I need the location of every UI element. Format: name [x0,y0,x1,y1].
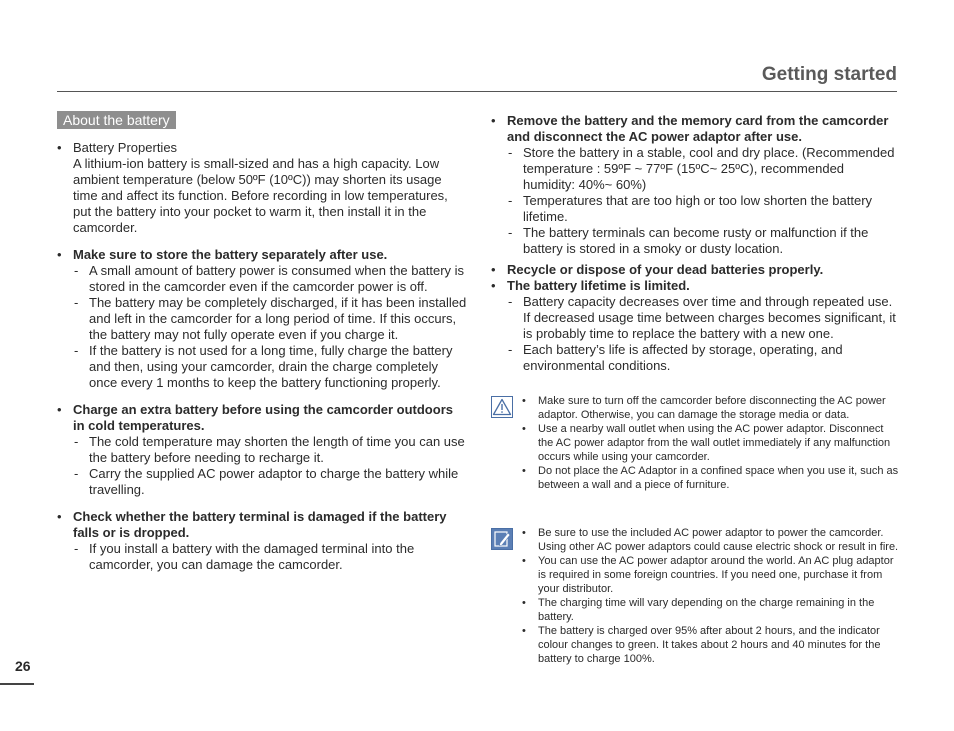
sub-item-text: Carry the supplied AC power adaptor to charge the battery while travelling. [89,466,459,497]
note-item [522,394,899,422]
bullet-icon: • [57,509,62,524]
page-number: 26 [15,658,31,674]
sub-item [507,294,899,342]
sub-item [507,145,899,193]
page-number-rule [0,683,34,685]
sub-item [507,342,899,374]
right-column [491,113,899,379]
sub-item-text: If you install a battery with the damaged terminal into the camcorder, you can damage the camcorder. [89,541,415,572]
list-item [57,140,467,236]
note-item-text: You can use the AC power adaptor around the world. An AC plug adaptor is required in some foreign countries. If you need one, purchase it from your distributor. [538,555,894,595]
warning-note [491,394,899,492]
item-heading: Charge an extra battery before using the camcorder outdoors in cold temperatures. [73,402,453,433]
sub-item [73,541,467,573]
note-item [522,596,899,624]
note-item-text: Make sure to turn off the camcorder before disconnecting the AC power adaptor. Otherwise, you can damage the storage media or data. [538,395,886,421]
dash-icon: - [508,145,513,160]
sub-item [73,343,467,391]
dash-icon: - [508,342,513,357]
bullet-icon: • [57,140,62,155]
dash-icon: - [74,295,79,310]
list-item [491,113,899,257]
bullet-icon: • [522,395,526,407]
note-item [522,624,899,666]
sub-item [507,225,899,257]
sub-item-text: Store the battery in a stable, cool and dry place. (Recommended temperature : 59ºF ~ 77ºF (15ºC~ 25ºC), recommended humidity: 40%~ 60%) [523,145,895,192]
sub-item-text: Each battery’s life is affected by storage, operating, and environmental conditions. [523,342,843,373]
warning-triangle-icon [491,396,513,418]
item-body: A lithium-ion battery is small-sized and has a high capacity. Low ambient temperature (below 50ºF (10ºC)) may shorten its usage time and affect its function. Before recording in low temperatures, put the battery into your pocket to warm it, then install it in the camcorder. [73,156,448,235]
note-item [522,526,899,554]
sub-item [73,295,467,343]
bullet-icon: • [522,555,526,567]
item-heading: The battery lifetime is limited. [507,278,690,293]
sub-item-text: A small amount of battery power is consumed when the battery is stored in the camcorder even if the camcorder power is off. [89,263,465,294]
info-list [491,526,899,666]
dash-icon: - [508,294,513,309]
bullet-icon: • [57,247,62,262]
sub-item [507,193,899,225]
bullet-icon: • [491,262,496,277]
note-item-text: Use a nearby wall outlet when using the AC power adaptor. Disconnect the AC power adaptor from the wall outlet immediately if any malfunction occurs while using your camcorder. [538,423,891,463]
dash-icon: - [508,193,513,208]
item-heading: Make sure to store the battery separately after use. [73,247,388,262]
item-heading: Check whether the battery terminal is damaged if the battery falls or is dropped. [73,509,447,540]
bullet-icon: • [491,113,496,128]
header-divider [57,91,897,92]
bullet-icon: • [522,625,526,637]
item-heading: Recycle or dispose of your dead batteries properly. [507,262,824,277]
list-item [57,402,467,498]
item-heading: Battery Properties [73,140,178,155]
list-item [57,509,467,573]
note-item-text: The charging time will vary depending on the charge remaining in the battery. [538,597,875,623]
bullet-icon: • [57,402,62,417]
sub-item-text: Battery capacity decreases over time and through repeated use. If decreased usage time between charges becomes significant, it is probably time to replace the battery with a new one. [523,294,896,341]
sub-item-text: The cold temperature may shorten the length of time you can use the battery before needing to recharge it. [89,434,465,465]
dash-icon: - [508,225,513,240]
sub-item-text: The battery may be completely discharged, if it has been installed and left in the camcorder for a long period of time. If this occurs, the battery may not fully operate even if you charge it. [89,295,467,342]
sub-item [73,263,467,295]
list-item [491,262,899,278]
warning-list [491,394,899,492]
sub-item [73,466,467,498]
bullet-icon: • [522,423,526,435]
note-item [522,422,899,464]
bullet-icon: • [522,527,526,539]
item-heading: Remove the battery and the memory card from the camcorder and disconnect the AC power adaptor after use. [507,113,889,144]
bullet-icon: • [491,278,496,293]
dash-icon: - [74,343,79,358]
note-pencil-icon [491,528,513,550]
note-item [522,554,899,596]
dash-icon: - [74,541,79,556]
note-item-text: Do not place the AC Adaptor in a confined space when you use it, such as between a wall and a piece of furniture. [538,465,899,491]
sub-item-text: The battery terminals can become rusty or malfunction if the battery is stored in a smoky or dusty location. [523,225,869,256]
sub-item-text: Temperatures that are too high or too low shorten the battery lifetime. [523,193,873,224]
dash-icon: - [74,466,79,481]
dash-icon: - [74,434,79,449]
left-column [57,111,467,578]
sub-item-text: If the battery is not used for a long time, fully charge the battery and then, using your camcorder, drain the charge completely once every 1 months to keep the battery functioning properly. [89,343,453,390]
dash-icon: - [74,263,79,278]
note-item [522,464,899,492]
note-item-text: The battery is charged over 95% after about 2 hours, and the indicator colour changes to green. It takes about 2 hours and 40 minutes for the battery to charge 100%. [538,625,881,665]
page-header-title: Getting started [761,64,897,85]
note-item-text: Be sure to use the included AC power adaptor to power the camcorder. Using other AC power adaptors could cause electric shock or result in fire. [538,527,899,553]
sub-item [73,434,467,466]
list-item [491,278,899,374]
bullet-icon: • [522,465,526,477]
section-title: About the battery [57,111,176,129]
info-note [491,526,899,666]
list-item [57,247,467,391]
bullet-icon: • [522,597,526,609]
